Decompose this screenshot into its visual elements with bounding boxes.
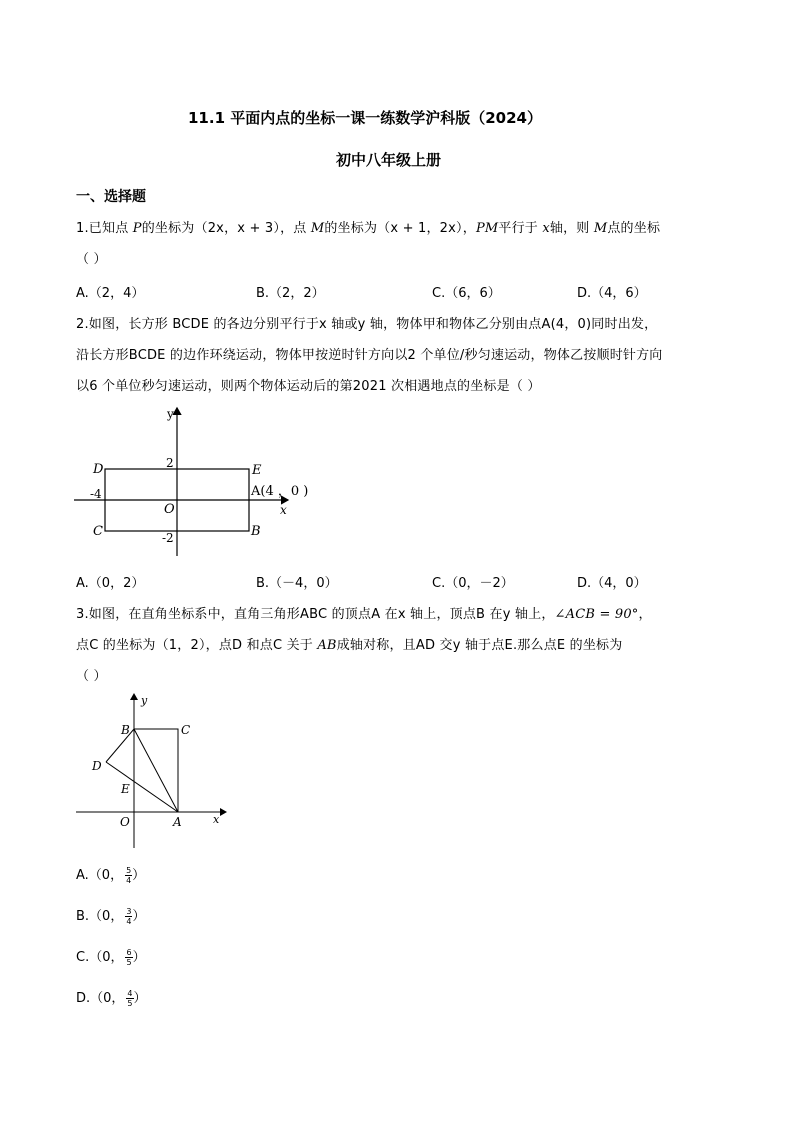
q3-answer-blank: （ ） (76, 669, 107, 684)
q2-label-d: D (93, 462, 104, 477)
page-title: 11.1 平面内点的坐标一课一练数学沪科版（2024） (188, 109, 542, 127)
q2-stem-line1: 2.如图，长方形 BCDE 的各边分别平行于x 轴或y 轴，物体甲和物体乙分别由点A(4，0)同时出发， (76, 317, 658, 332)
q2-option-c[interactable]: C.（0，－2） (432, 576, 514, 591)
q2-option-b[interactable]: B.（－4，0） (256, 576, 338, 591)
q2-tick-neg4: -4 (90, 487, 102, 501)
q2-tick-neg2: -2 (162, 531, 174, 545)
q2-label-b: B (251, 524, 261, 539)
q3-stem-line2: 点C 的坐标为（1，2），点D 和点C 关于 AB成轴对称，且AD 交y 轴于点E.那么点E 的坐标为 (76, 638, 623, 653)
q1-option-c[interactable]: C.（6，6） (432, 286, 501, 301)
q3-segment-ab (134, 729, 178, 812)
q2-stem-line2: 沿长方形BCDE 的边作环绕运动，物体甲按逆时针方向以2 个单位/秒匀速运动，物体乙按顺时针方向 (76, 348, 663, 363)
q2-tick-2: 2 (166, 456, 174, 470)
q3-segment-da (106, 762, 178, 812)
q1-option-b[interactable]: B.（2，2） (256, 286, 325, 301)
section-heading: 一、选择题 (76, 189, 146, 205)
q3-label-c: C (181, 723, 191, 737)
q2-option-d[interactable]: D.（4，0） (577, 576, 647, 591)
q3-label-o: O (120, 815, 130, 829)
q3-option-d[interactable]: D.（0， $\frac{4}{5}$ ） (76, 989, 147, 1008)
q1-stem-line1: 1.已知点 P的坐标为（2x，x + 3），点 M的坐标为（x + 1，2x），PM平行于 x轴，则 M点的坐标 (76, 221, 661, 236)
q3-option-b[interactable]: B.（0， $\frac{3}{4}$ ） (76, 907, 146, 926)
q3-x-label: x (213, 813, 220, 826)
q3-label-e: E (121, 782, 130, 796)
q3-label-d: D (92, 759, 102, 773)
q2-label-e: E (252, 463, 262, 478)
q2-label-o: O (164, 502, 175, 517)
q1-option-d[interactable]: D.（4，6） (577, 286, 647, 301)
q2-x-label: x (280, 503, 287, 517)
page-subtitle: 初中八年级上册 (336, 151, 442, 169)
q3-label-b: B (121, 723, 130, 737)
q3-figure (74, 690, 234, 850)
q3-stem-line1: 3.如图，在直角坐标系中，直角三角形ABC 的顶点A 在x 轴上，顶点B 在y 轴上，∠ACB = 90°， (76, 607, 652, 622)
q2-stem-line3: 以6 个单位秒匀速运动，则两个物体运动后的第2021 次相遇地点的坐标是（ ） (76, 379, 541, 394)
q2-figure (74, 404, 324, 562)
q3-label-a: A (173, 815, 182, 829)
q3-y-label: y (141, 694, 148, 707)
q3-option-a[interactable]: A.（0， $\frac{5}{4}$ ） (76, 866, 146, 885)
q1-option-a[interactable]: A.（2，4） (76, 286, 145, 301)
q2-y-label: y (167, 407, 174, 421)
q3-option-c[interactable]: C.（0， $\frac{6}{5}$ ） (76, 948, 146, 967)
q1-answer-blank: （ ） (76, 252, 107, 267)
q2-label-c: C (93, 524, 103, 539)
q2-label-a: A(4 ，0 ) (251, 484, 309, 499)
q2-option-a[interactable]: A.（0，2） (76, 576, 145, 591)
